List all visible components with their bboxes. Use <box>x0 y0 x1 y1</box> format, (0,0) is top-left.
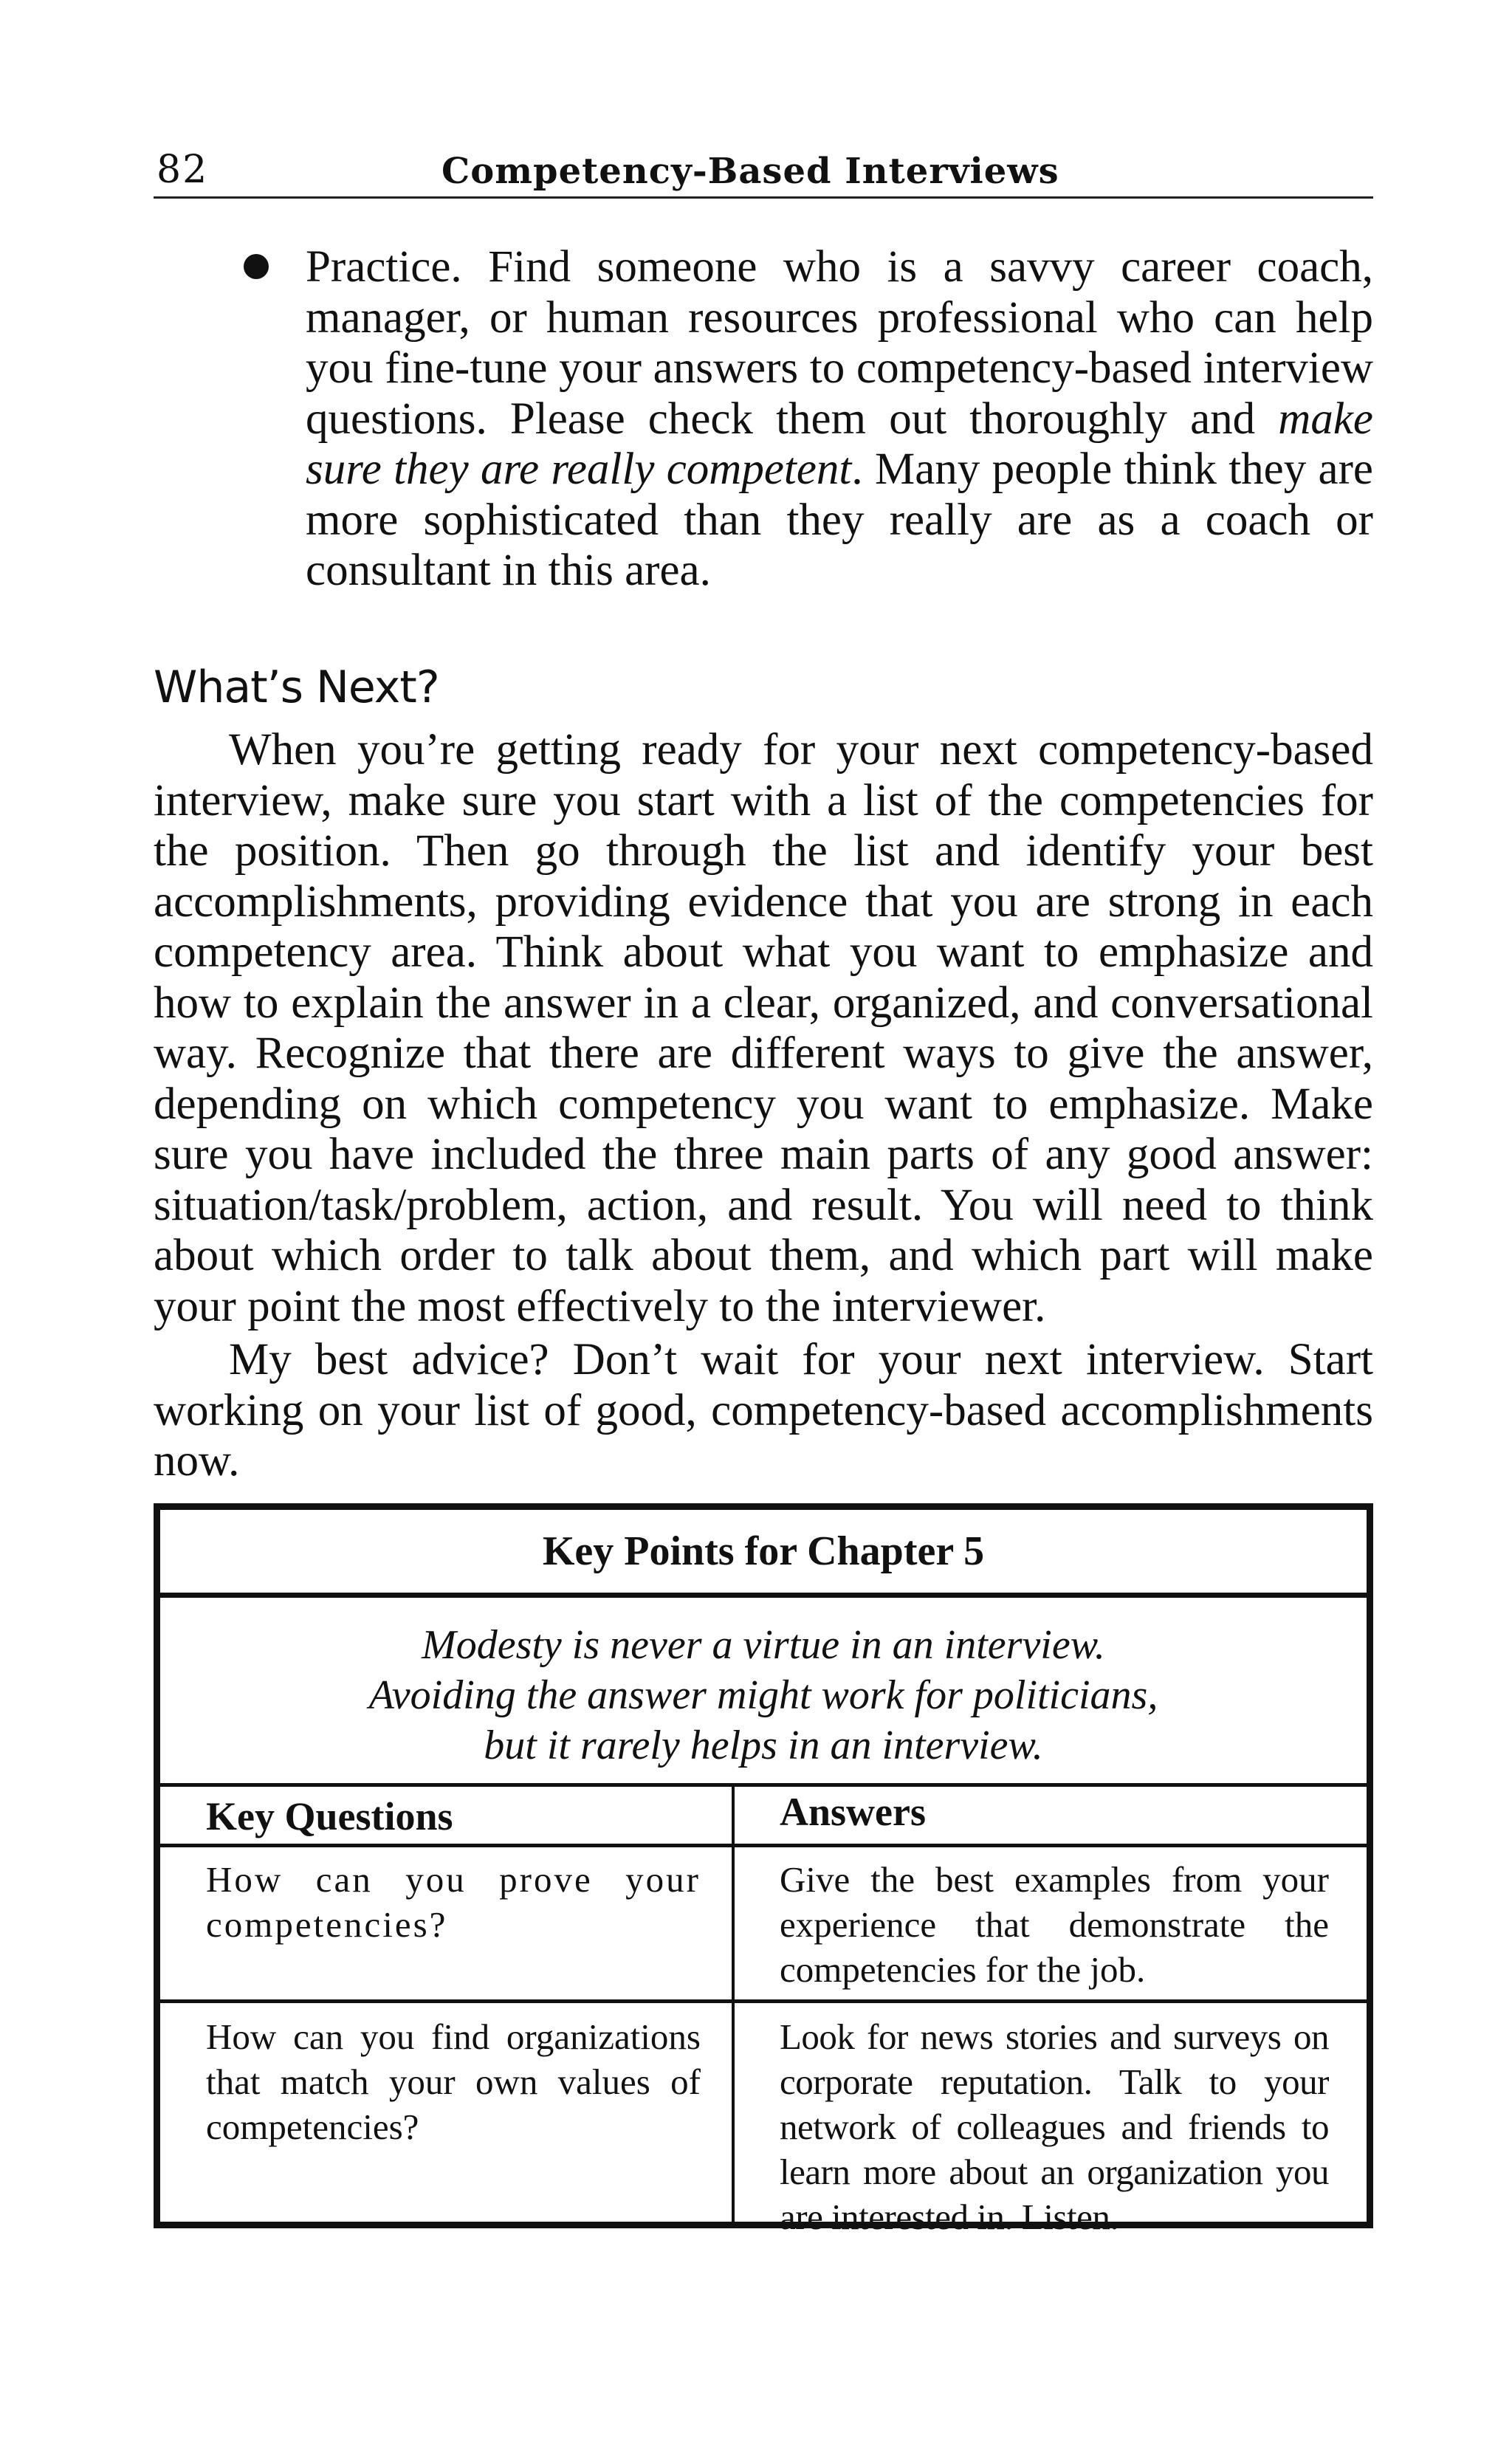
table-cell-question: How can you prove your competencies? <box>206 1859 701 1945</box>
quote-line: Avoiding the answer might work for politicians, <box>368 1672 1158 1718</box>
paragraph-2: My best advice? Don’t wait for your next interview. Start working on your list of good, competency-based accomplishments now. <box>154 1335 1373 1486</box>
running-header <box>154 145 1373 199</box>
section-heading: What’s Next? <box>154 662 439 713</box>
bullet-dot-icon <box>244 254 269 279</box>
quote-line: Modesty is never a virtue in an interview. <box>422 1622 1105 1668</box>
table-cell-answer: Look for news stories and surveys on corporate reputation. Talk to your network of colleagues and friends to learn more about an organization you are interested in. Listen. <box>780 2016 1329 2237</box>
book-page <box>154 0 1373 2438</box>
key-points-title: Key Points for Chapter 5 <box>160 1510 1367 1598</box>
paragraph-1: When you’re getting ready for your next competency-based interview, make sure you start with a list of the competencies for the position. Then go through the list and identify your best accomplishments, providing evidence that you are strong in each competency area. Think about what you want to emphasize and how to explain the answer in a clear, organized, and conversational way. Recognize that there are different ways to give the answer, depending on which competency you want to emphasize. Make sure you have included the three main parts of any good answer: situation/task/problem, action, and result. You will need to think about which order to talk about them, and which part will make your point the most effectively to the interviewer. <box>154 725 1373 1331</box>
column-header-questions: Key Questions <box>206 1794 453 1838</box>
table-cell-question: How can you find organizations that match your own values of competencies? <box>206 2016 701 2147</box>
table-divider <box>160 1844 1367 1847</box>
key-points-quote <box>160 1620 1367 1771</box>
book-title: Competency-Based Interviews <box>441 151 1059 192</box>
table-divider <box>160 1999 1367 2003</box>
bullet-tail-text: . Many people think they are more sophisticated than they really are as a coach or consultant in this area. <box>306 444 1373 595</box>
quote-line: but it rarely helps in an interview. <box>484 1723 1043 1768</box>
bullet-lead-text: Practice. Find someone who is a savvy career coach, manager, or human resources professional who can help you fine-tune your answers to competency-based interview questions. Please check them out thoroughly and <box>306 242 1373 444</box>
page-number: 82 <box>157 148 209 192</box>
bullet-emphasis-text: make sure they are really competent <box>306 394 1373 494</box>
bullet-practice <box>306 242 1373 597</box>
column-header-answers: Answers <box>780 1790 926 1834</box>
table-divider <box>160 1783 1367 1787</box>
key-points-box <box>154 1503 1373 2237</box>
table-cell-answer: Give the best examples from your experience that demonstrate the competencies for the job. <box>780 1859 1329 1990</box>
